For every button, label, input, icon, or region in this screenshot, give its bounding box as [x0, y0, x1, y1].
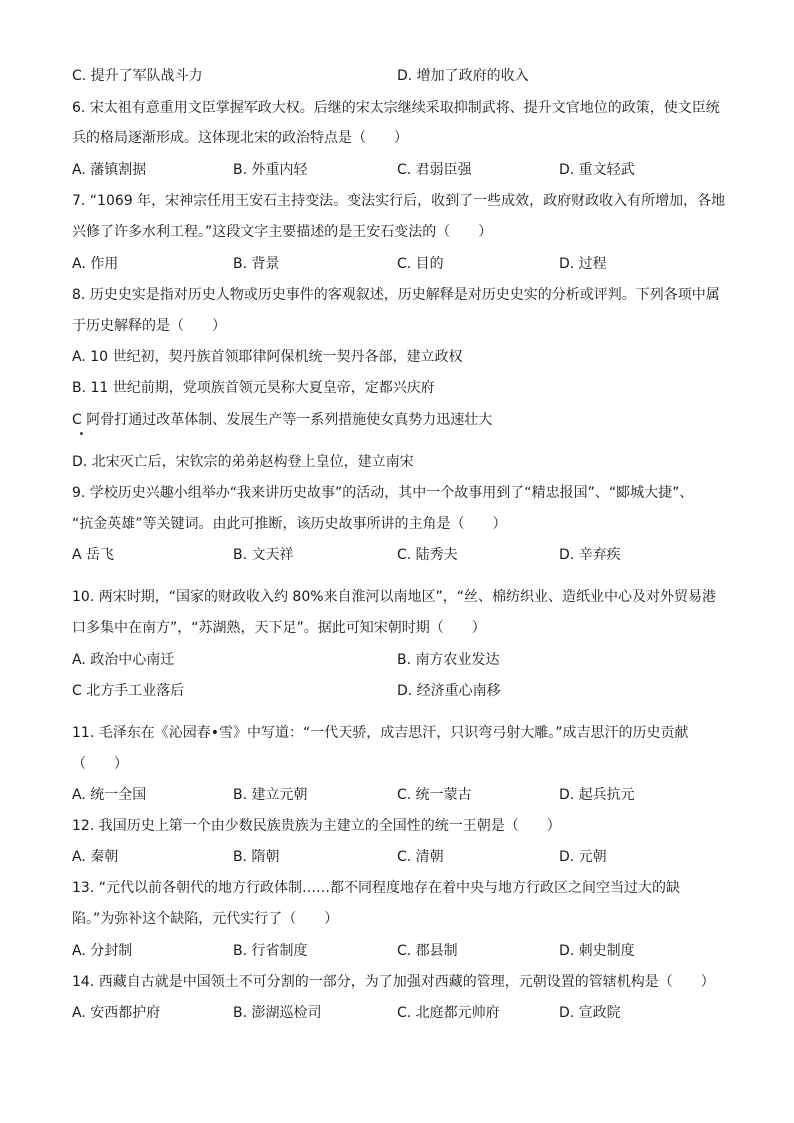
q13-stem-line2: 陷。”为弥补这个缺陷，元代实行了（ ） [72, 911, 339, 927]
q11-stem-line1: 11. 毛泽东在《沁园春•雪》中写道：“一代天骄，成吉思汗，只识弯弓射大雕。”成吉思汗的历史贡献 [72, 725, 689, 741]
q8-option-d: D. 北宋灭亡后，宋钦宗的弟弟赵构登上皇位，建立南宋 [72, 454, 414, 470]
q8-stem-line1: 8. 历史史实是指对历史人物或历史事件的客观叙述，历史解释是对历史史实的分析或评判。下列各项中属 [72, 287, 720, 303]
q6-stem-line1: 6. 宋太祖有意重用文臣掌握军政大权。后继的宋太宗继续采取抑制武将、提升文官地位的政策，使文臣统 [72, 100, 720, 116]
stray-dot [80, 432, 83, 435]
q14-option-a: A. 安西都护府 [72, 1005, 161, 1021]
q6-stem-line2: 兵的格局逐渐形成。这体现北宋的政治特点是（ ） [72, 130, 408, 146]
q13-option-b: B. 行省制度 [233, 943, 308, 959]
q5-option-c: C. 提升了军队战斗力 [72, 68, 203, 84]
q13-option-c: C. 郡县制 [397, 943, 458, 959]
q14-option-d: D. 宣政院 [559, 1005, 621, 1021]
q8-stem-line2: 于历史解释的是（ ） [72, 318, 226, 334]
q12-option-d: D. 元朝 [559, 849, 607, 865]
q11-option-b: B. 建立元朝 [233, 787, 308, 803]
q9-option-c: C. 陆秀夫 [397, 547, 458, 563]
q8-option-b: B. 11 世纪前期，党项族首领元昊称大夏皇帝，定都兴庆府 [72, 380, 435, 396]
q8-option-a: A. 10 世纪初，契丹族首领耶律阿保机统一契丹各部，建立政权 [72, 349, 463, 365]
q6-option-c: C. 君弱臣强 [397, 162, 472, 178]
q11-option-d: D. 起兵抗元 [559, 787, 635, 803]
q6-option-b: B. 外重内轻 [233, 162, 308, 178]
q14-option-b: B. 澎湖巡检司 [233, 1005, 322, 1021]
q11-stem-line2: （ ） [72, 756, 128, 772]
q8-option-c: C 阿骨打通过改革体制、发展生产等一系列措施使女真势力迅速壮大 [72, 412, 493, 428]
q6-option-a: A. 藩镇割据 [72, 162, 147, 178]
q6-option-d: D. 重文轻武 [559, 162, 635, 178]
q9-stem-line2: “抗金英雄”等关键词。由此可推断，该历史故事所讲的主角是（ ） [72, 516, 507, 532]
q10-option-c: C 北方手工业落后 [72, 683, 185, 699]
q13-option-a: A. 分封制 [72, 943, 133, 959]
q10-option-d: D. 经济重心南移 [397, 683, 501, 699]
q12-option-c: C. 清朝 [397, 849, 444, 865]
q7-stem-line2: 兴修了许多水利工程。”这段文字主要描述的是王安石变法的（ ） [72, 224, 493, 240]
q5-option-d: D. 增加了政府的收入 [397, 68, 529, 84]
q10-option-a: A. 政治中心南迁 [72, 652, 175, 668]
q12-option-a: A. 秦朝 [72, 849, 119, 865]
q7-stem-line1: 7. “1069 年，宋神宗任用王安石主持变法。变法实行后，收到了一些成效，政府财政收入有所增加，各地 [72, 193, 726, 209]
q9-option-b: B. 文天祥 [233, 547, 294, 563]
q11-option-c: C. 统一蒙古 [397, 787, 472, 803]
q10-stem-line2: 口多集中在南方”，“苏湖熟，天下足”。据此可知宋朝时期（ ） [72, 620, 486, 636]
q10-option-b: B. 南方农业发达 [397, 652, 500, 668]
q13-stem-line1: 13. “元代以前各朝代的地方行政体制……都不同程度地存在着中央与地方行政区之间空当过大的缺 [72, 880, 680, 896]
q12-option-b: B. 隋朝 [233, 849, 280, 865]
q14-stem-line1: 14. 西藏自古就是中国领土不可分割的一部分，为了加强对西藏的管理，元朝设置的管辖机构是（ ） [72, 974, 715, 990]
q13-option-d: D. 刺史制度 [559, 943, 635, 959]
q7-option-a: A. 作用 [72, 256, 119, 272]
q12-stem-line1: 12. 我国历史上第一个由少数民族贵族为主建立的全国性的统一王朝是（ ） [72, 818, 561, 834]
q14-option-c: C. 北庭都元帅府 [397, 1005, 500, 1021]
q7-option-d: D. 过程 [559, 256, 607, 272]
q9-option-a: A 岳飞 [72, 547, 115, 563]
q10-stem-line1: 10. 两宋时期，“国家的财政收入约 80%来自淮河以南地区”，“丝、棉纺织业、造纸业中心及对外贸易港 [72, 589, 717, 605]
q11-option-a: A. 统一全国 [72, 787, 147, 803]
q7-option-b: B. 背景 [233, 256, 280, 272]
q9-option-d: D. 辛弃疾 [559, 547, 621, 563]
q7-option-c: C. 目的 [397, 256, 444, 272]
q9-stem-line1: 9. 学校历史兴趣小组举办“我来讲历史故事”的活动，其中一个故事用到了“精忠报国”、“郾城大捷”、 [72, 485, 694, 501]
